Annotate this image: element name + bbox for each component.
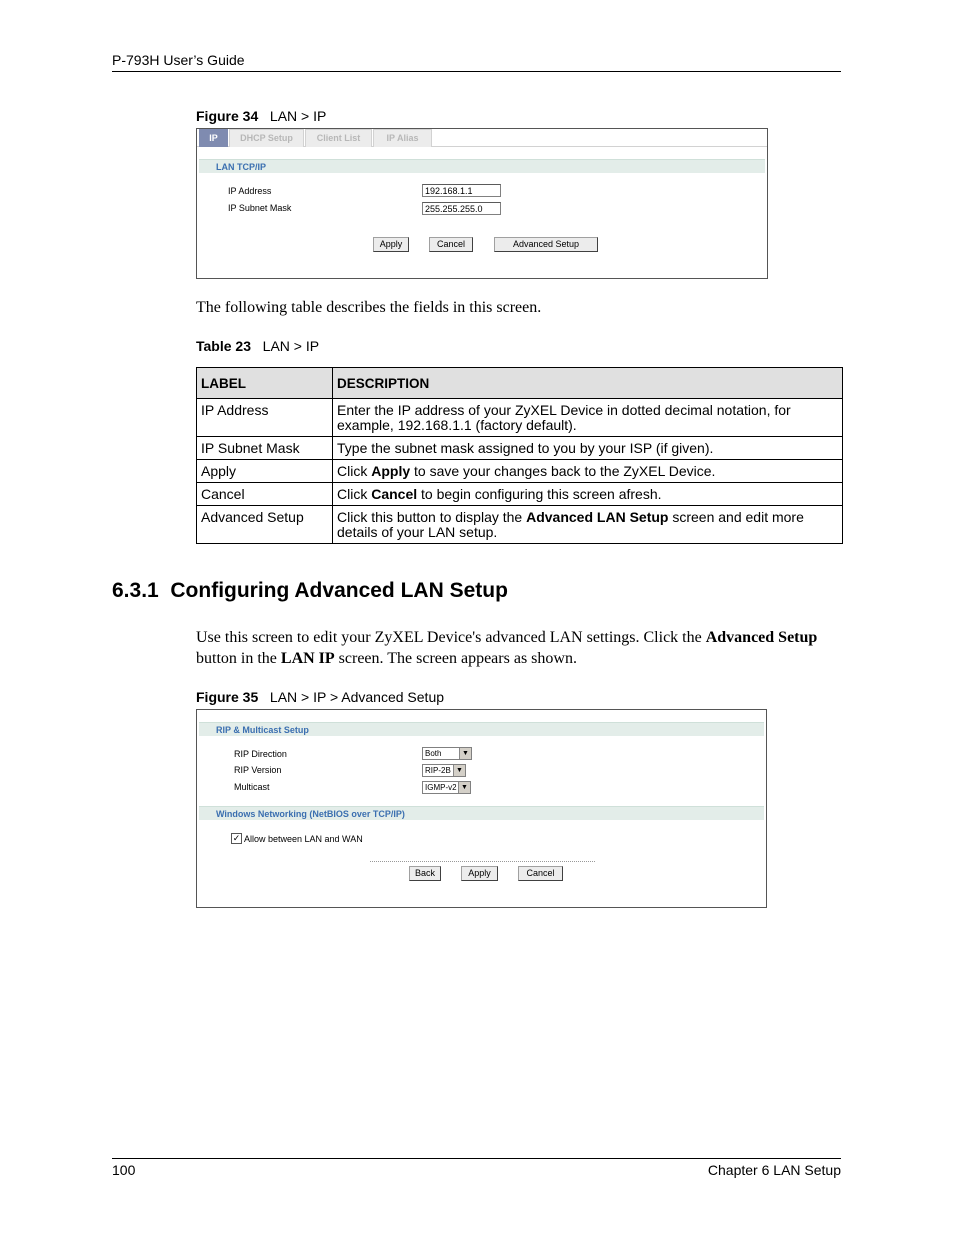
- description-text: Click this button to display the: [337, 509, 527, 525]
- subnet-mask-input[interactable]: 255.255.255.0: [422, 202, 501, 215]
- header-rule: [112, 71, 841, 72]
- paragraph-text: Use this screen to edit your ZyXEL Device's advanced LAN settings. Click the: [196, 629, 706, 646]
- table-row: [197, 460, 843, 483]
- cancel-button[interactable]: Cancel: [518, 866, 563, 881]
- footer-rule: [112, 1158, 841, 1159]
- advanced-setup-button[interactable]: Advanced Setup: [494, 237, 598, 252]
- table-row: [197, 483, 843, 506]
- description-text: Type the subnet mask assigned to you by your ISP (if given).: [337, 440, 714, 456]
- description-bold: Apply: [371, 463, 411, 479]
- tab-bar: [197, 129, 767, 147]
- chevron-down-icon: ▼: [459, 748, 471, 759]
- description-bold: Cancel: [371, 486, 418, 502]
- tab-client-list[interactable]: Client List: [305, 129, 372, 147]
- table-intro: The following table describes the fields in this screen.: [196, 299, 542, 316]
- description-bold: Advanced LAN Setup: [526, 509, 669, 525]
- tab-dhcp-setup[interactable]: DHCP Setup: [229, 129, 304, 147]
- figure34-caption: [196, 108, 326, 124]
- subnet-mask-label: IP Subnet Mask: [228, 203, 292, 213]
- table23-label: Table 23: [196, 338, 251, 354]
- row-label: IP Address: [197, 399, 333, 437]
- description-text: to save your changes back to the ZyXEL Device.: [410, 463, 716, 479]
- table23-caption: [196, 338, 319, 354]
- ip-address-input[interactable]: 192.168.1.1: [422, 184, 501, 197]
- description-text: Enter the IP address of your ZyXEL Device in dotted decimal notation, for example, 192.168.1.1 (factory default).: [337, 402, 791, 433]
- chevron-down-icon: ▼: [458, 782, 470, 793]
- divider: [370, 861, 595, 862]
- figure35-caption: [196, 689, 444, 705]
- page-number: 100: [112, 1162, 136, 1178]
- section-band-windows-networking: Windows Networking (NetBIOS over TCP/IP): [199, 806, 764, 820]
- description-column-header: DESCRIPTION: [333, 368, 843, 399]
- apply-button[interactable]: Apply: [373, 237, 409, 252]
- rip-direction-value: Both: [425, 749, 442, 758]
- tab-ip[interactable]: IP: [199, 129, 228, 147]
- figure35-title: LAN > IP > Advanced Setup: [269, 689, 445, 705]
- paragraph-bold: LAN IP: [280, 650, 335, 667]
- allow-lan-wan-label: Allow between LAN and WAN: [244, 834, 363, 844]
- row-label: IP Subnet Mask: [197, 437, 333, 460]
- section-paragraph: [196, 627, 836, 669]
- description-text: to begin configuring this screen afresh.: [417, 486, 662, 502]
- label-column-header: LABEL: [197, 368, 333, 399]
- apply-button[interactable]: Apply: [461, 866, 498, 881]
- row-label: Apply: [197, 460, 333, 483]
- figure35-screenshot: [196, 709, 767, 908]
- paragraph-bold: Advanced Setup: [705, 629, 818, 646]
- rip-direction-select[interactable]: [422, 747, 472, 760]
- figure34-title: LAN > IP: [269, 108, 327, 124]
- section-heading: 6.3.1 Configuring Advanced LAN Setup: [112, 579, 508, 602]
- section-band-lan-tcpip: LAN TCP/IP: [199, 159, 765, 173]
- cancel-button[interactable]: Cancel: [429, 237, 473, 252]
- chevron-down-icon: ▼: [453, 765, 465, 776]
- row-description: [333, 460, 843, 483]
- figure34-label: Figure 34: [196, 108, 259, 124]
- ip-address-label: IP Address: [228, 186, 272, 196]
- row-description: [333, 483, 843, 506]
- multicast-label: Multicast: [234, 782, 270, 792]
- row-label: Cancel: [197, 483, 333, 506]
- section-band-rip-multicast: RIP & Multicast Setup: [199, 722, 764, 736]
- rip-direction-label: RIP Direction: [234, 749, 287, 759]
- description-text: Click: [337, 463, 372, 479]
- figure35-label: Figure 35: [196, 689, 259, 705]
- row-description: [333, 437, 843, 460]
- running-header: P-793H User’s Guide: [112, 52, 245, 68]
- row-description: [333, 506, 843, 544]
- table-row: [197, 506, 843, 544]
- table-header-row: [197, 368, 843, 399]
- row-description: [333, 399, 843, 437]
- figure34-screenshot: [196, 128, 768, 279]
- rip-version-label: RIP Version: [234, 765, 282, 775]
- multicast-value: IGMP-v2: [425, 783, 457, 792]
- description-text: screen and edit more details of your LAN setup.: [337, 509, 804, 540]
- paragraph-text: button in the: [196, 650, 281, 667]
- rip-version-select[interactable]: [422, 764, 466, 777]
- table-row: [197, 399, 843, 437]
- tab-ip-alias[interactable]: IP Alias: [373, 129, 432, 147]
- rip-version-value: RIP-2B: [425, 766, 451, 775]
- description-text: Click: [337, 486, 372, 502]
- paragraph-text: screen. The screen appears as shown.: [334, 650, 577, 667]
- chapter-label: Chapter 6 LAN Setup: [707, 1162, 841, 1178]
- table-row: [197, 437, 843, 460]
- back-button[interactable]: Back: [409, 866, 441, 881]
- allow-lan-wan-checkbox[interactable]: ✓: [232, 833, 241, 843]
- table23: [196, 367, 843, 544]
- row-label: Advanced Setup: [197, 506, 333, 544]
- multicast-select[interactable]: [422, 781, 471, 794]
- table23-title: LAN > IP: [262, 338, 320, 354]
